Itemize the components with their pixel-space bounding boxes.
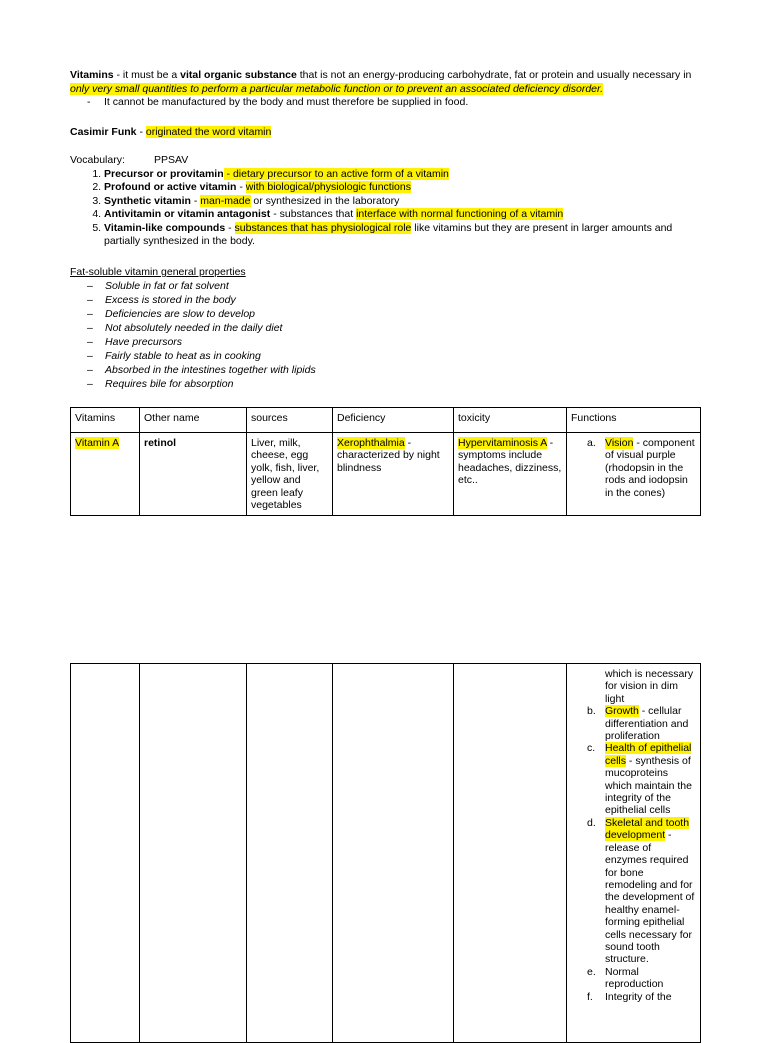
table-row — [71, 664, 701, 1043]
vocab-rest: or synthesized in the laboratory — [250, 194, 400, 207]
list-item — [571, 705, 696, 742]
fat-soluble-section — [70, 266, 316, 392]
list-item — [70, 350, 316, 364]
list-marker: a. — [587, 437, 596, 449]
intro-text-1: - it must be a — [113, 69, 181, 81]
vocab-term: Precursor or provitamin — [104, 167, 224, 180]
cell-deficiency — [333, 664, 454, 1043]
list-item — [571, 991, 696, 1003]
header-toxicity: toxicity — [454, 408, 567, 433]
vocab-highlight: substances that has physiological role — [234, 221, 412, 234]
cell-functions — [567, 664, 701, 1043]
vocabulary-acronym: PPSAV — [154, 154, 189, 166]
vocab-rest: like vitamins but they are present in larger amounts and partially synthesized in the body. — [104, 221, 673, 247]
function-highlight: Growth — [605, 705, 639, 718]
vitamin-table — [70, 407, 701, 516]
vocab-highlight: interface with normal functioning of a vitamin — [356, 208, 564, 220]
dash-marker: – — [87, 293, 93, 306]
list-item — [571, 742, 696, 816]
list-item-text: Soluble in fat or fat solvent — [105, 279, 229, 292]
list-item — [70, 378, 316, 392]
function-text: - component of visual purple (rhodopsin in the rods and iodopsin in the cones) — [605, 437, 695, 499]
intro-text-2: that is not an energy-producing carbohydrate, fat or protein and usually necessary in — [296, 69, 692, 81]
vocab-item — [104, 168, 698, 182]
list-item — [70, 308, 316, 322]
cell-toxicity — [454, 433, 567, 516]
funk-line — [70, 126, 271, 140]
list-marker: c. — [587, 742, 596, 755]
dash-marker: – — [87, 335, 93, 348]
intro-bullet-text: It cannot be manufactured by the body and must therefore be supplied in food. — [104, 96, 469, 108]
function-text: Integrity of the — [605, 990, 672, 1003]
funk-sep: - — [136, 126, 146, 138]
deficiency-text: - characterized by night blindness — [337, 437, 440, 474]
vocab-highlight: with biological/physiologic functions — [245, 181, 411, 193]
other-name: retinol — [144, 437, 177, 449]
function-highlight: Skeletal and tooth development — [605, 816, 690, 842]
funk-name: Casimir Funk — [70, 126, 137, 138]
list-marker: b. — [587, 705, 596, 718]
dash-marker: - — [87, 96, 91, 108]
vocab-item — [104, 195, 698, 209]
header-functions: Functions — [567, 408, 701, 433]
intro-bullet — [70, 96, 698, 110]
dash-marker: – — [87, 279, 93, 292]
intro-highlight: only very small quantities to perform a particular metabolic function or to prevent an associated deficiency disorder. — [70, 82, 604, 95]
vitamin-table-continued — [70, 663, 701, 1043]
dash-marker: – — [87, 307, 93, 320]
cell-other-name — [140, 664, 247, 1043]
list-item-text: Deficiencies are slow to develop — [105, 307, 255, 320]
function-text: Normal reproduction — [605, 965, 664, 991]
list-marker: e. — [587, 965, 596, 978]
vocab-sep: - — [236, 181, 246, 193]
list-item — [70, 280, 316, 294]
dash-marker: – — [87, 364, 93, 377]
function-highlight: Health of epithelial cells — [605, 742, 692, 767]
toxicity-highlight: Hypervitaminosis A — [458, 437, 547, 449]
cell-sources: Liver, milk, cheese, egg yolk, fish, liver, yellow and green leafy vegetables — [247, 433, 333, 516]
functions-list — [571, 705, 696, 1003]
vocabulary-heading — [70, 154, 698, 168]
list-item-text: Requires bile for absorption — [105, 378, 234, 391]
dash-marker: – — [87, 349, 93, 362]
vocab-item — [104, 222, 698, 249]
dash-marker: – — [87, 378, 93, 391]
list-item-text: Absorbed in the intestines together with lipids — [105, 364, 316, 377]
vocab-term: Antivitamin or vitamin antagonist — [104, 208, 271, 220]
vocab-highlight: - dietary precursor to an active form of a vitamin — [223, 167, 449, 180]
deficiency-highlight: Xerophthalmia — [337, 437, 405, 449]
cell-functions — [567, 433, 701, 516]
funk-highlight: originated the word vitamin — [145, 126, 272, 138]
list-item — [571, 817, 696, 966]
header-other-name: Other name — [140, 408, 247, 433]
cell-vitamin — [71, 664, 140, 1043]
cell-vitamin — [71, 433, 140, 516]
cell-toxicity — [454, 664, 567, 1043]
function-text: - synthesis of mucoproteins which maintain the integrity of the epithelial cells — [605, 754, 692, 817]
list-marker: d. — [587, 816, 596, 829]
list-item — [70, 322, 316, 336]
list-item-text: Fairly stable to heat as in cooking — [105, 349, 261, 362]
list-marker: f. — [587, 990, 593, 1003]
vocab-sep: - substances that — [270, 208, 357, 220]
function-text: - cellular differentiation and proliferation — [605, 705, 689, 743]
vocab-term: Synthetic vitamin — [104, 194, 191, 207]
list-item — [70, 294, 316, 308]
cell-other-name — [140, 433, 247, 516]
vitamin-name: Vitamin A — [75, 437, 120, 449]
toxicity-text: - symptoms include headaches, dizziness, etc.. — [458, 437, 562, 487]
intro-paragraph — [70, 69, 698, 110]
vocab-sep: - — [190, 194, 201, 207]
list-item-text: Excess is stored in the body — [105, 293, 236, 306]
table-row — [71, 433, 701, 516]
table-header-row — [71, 408, 701, 433]
function-highlight: Vision — [605, 437, 634, 449]
list-item — [70, 336, 316, 350]
header-sources: sources — [247, 408, 333, 433]
vocab-term: Profound or active vitamin — [104, 181, 237, 193]
functions-list — [571, 437, 696, 499]
fat-soluble-title: Fat-soluble vitamin general properties — [70, 266, 246, 278]
dash-marker: – — [87, 321, 93, 334]
list-item — [571, 966, 696, 991]
header-deficiency: Deficiency — [333, 408, 454, 433]
vocabulary-section — [70, 154, 698, 249]
fat-soluble-list — [70, 280, 316, 393]
cell-deficiency — [333, 433, 454, 516]
vocabulary-title: Vocabulary: — [70, 154, 125, 166]
cell-sources — [247, 664, 333, 1043]
term-vitamins: Vitamins — [70, 69, 114, 81]
vocabulary-list — [70, 168, 698, 249]
vitamin-definition — [70, 69, 698, 96]
list-item-text: Have precursors — [105, 335, 183, 348]
vocab-term: Vitamin-like compounds — [104, 221, 226, 234]
header-vitamins: Vitamins — [71, 408, 140, 433]
list-item — [70, 364, 316, 378]
vocab-sep: - — [225, 221, 235, 234]
vocab-highlight: man-made — [200, 194, 251, 207]
vocab-item — [104, 208, 698, 222]
intro-bold-1: vital organic substance — [180, 69, 297, 81]
list-item — [571, 437, 696, 499]
function-text: - release of enzymes required for bone remodeling and for the development of healthy enamel-forming epithelial cells necessary for sound tooth structure. — [605, 829, 695, 966]
list-item-text: Not absolutely needed in the daily diet — [105, 321, 283, 334]
function-continuation: which is necessary for vision in dim light — [605, 668, 694, 705]
vocab-item — [104, 181, 698, 195]
